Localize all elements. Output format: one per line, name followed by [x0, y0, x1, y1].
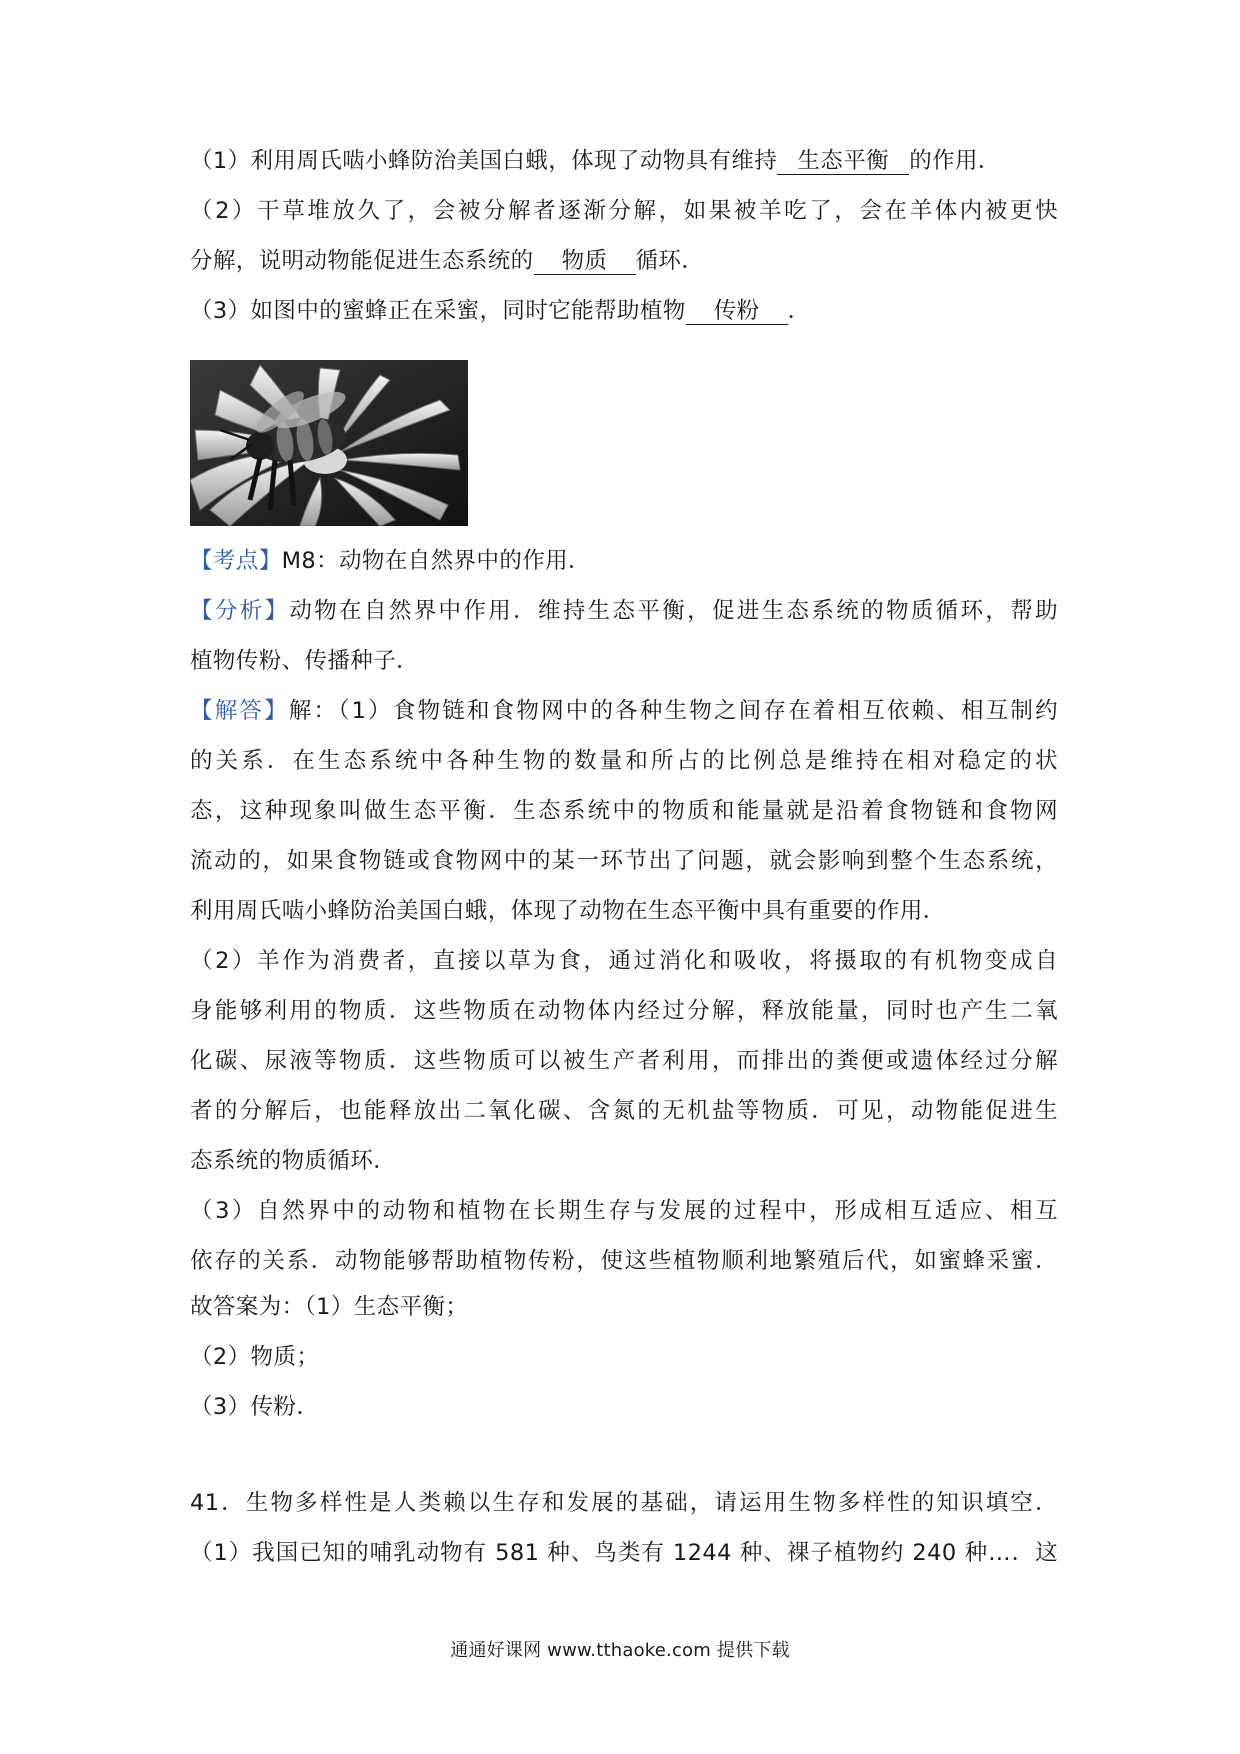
q3-text: （3）如图中的蜜蜂正在采蜜，同时它能帮助植物: [190, 298, 686, 324]
q1-answer-blank: 生态平衡: [777, 148, 909, 175]
fenxi-line-1: [190, 594, 1058, 628]
jieda2-line-5: 态系统的物质循环．: [190, 1148, 397, 1174]
q1-text-end: 的作用．: [909, 148, 1001, 174]
jieda2-line-2: 身能够利用的物质．这些物质在动物体内经过分解，释放能量，同时也产生二氧: [190, 998, 1058, 1024]
page-footer: 通通好课网 www.tthaoke.com 提供下载: [450, 1640, 790, 1661]
q2-line-2: [190, 244, 1058, 278]
q2-text-end: 循环．: [635, 248, 705, 274]
answer-line-2: （2）物质；: [190, 1344, 320, 1370]
q2-line-1: （2）干草堆放久了，会被分解者逐渐分解，如果被羊吃了，会在羊体内被更快: [190, 198, 1058, 224]
jieda3-line-1: （3）自然界中的动物和植物在长期生存与发展的过程中，形成相互适应、相互: [190, 1198, 1058, 1224]
jieda-line-3: 态，这种现象叫做生态平衡．生态系统中的物质和能量就是沿着食物链和食物网: [190, 798, 1058, 824]
kaodian-text: M8：动物在自然界中的作用．: [281, 548, 591, 574]
q2-text: 分解，说明动物能促进生态系统的: [190, 248, 534, 274]
fenxi-line-2: 植物传粉、传播种子．: [190, 648, 420, 674]
bee-flower-illustration: [190, 360, 468, 526]
jieda2-line-4: 者的分解后，也能释放出二氧化碳、含氮的无机盐等物质．可见，动物能促进生: [190, 1098, 1058, 1124]
q1-line: [190, 144, 1058, 178]
jieda-text-1: 解：（1）食物链和食物网中的各种生物之间存在着相互依赖、相互制约: [288, 698, 1058, 724]
q41-line-1: 41．生物多样性是人类赖以生存和发展的基础，请运用生物多样性的知识填空．: [190, 1490, 1058, 1516]
q41-line-2: （1）我国已知的哺乳动物有 581 种、鸟类有 1244 种、裸子植物约 240 种…．这: [190, 1540, 1058, 1566]
answer-line-1: 故答案为：（1）生态平衡；: [190, 1294, 469, 1320]
answer-line-3: （3）传粉．: [190, 1394, 320, 1420]
q1-text: （1）利用周氏啮小蜂防治美国白蛾，体现了动物具有维持: [190, 148, 778, 174]
jieda-tag: 【解答】: [190, 698, 289, 724]
jieda3-line-2: 依存的关系．动物能够帮助植物传粉，使这些植物顺利地繁殖后代，如蜜蜂采蜜．: [190, 1248, 1058, 1274]
q3-text-end: ．: [787, 298, 811, 324]
bee-on-flower-photo: [190, 360, 468, 526]
kaodian-tag: 【考点】: [190, 548, 282, 574]
fenxi-tag: 【分析】: [190, 598, 290, 624]
kaodian-line: [190, 544, 1058, 578]
jieda-line-1: [190, 694, 1058, 728]
q3-answer-blank: 传粉: [686, 298, 788, 325]
q3-line: [190, 294, 1058, 328]
q2-answer-blank: 物质: [534, 248, 636, 275]
jieda2-line-1: （2）羊作为消费者，直接以草为食，通过消化和吸收，将摄取的有机物变成自: [190, 948, 1058, 974]
jieda-line-2: 的关系．在生态系统中各种生物的数量和所占的比例总是维持在相对稳定的状: [190, 748, 1058, 774]
fenxi-text-1: 动物在自然界中作用．维持生态平衡，促进生态系统的物质循环，帮助: [289, 598, 1058, 624]
jieda2-line-3: 化碳、尿液等物质．这些物质可以被生产者利用，而排出的粪便或遗体经过分解: [190, 1048, 1058, 1074]
jieda-line-5: 利用周氏啮小蜂防治美国白蛾，体现了动物在生态平衡中具有重要的作用．: [190, 898, 946, 924]
jieda-line-4: 流动的，如果食物链或食物网中的某一环节出了问题，就会影响到整个生态系统，: [190, 848, 1058, 874]
